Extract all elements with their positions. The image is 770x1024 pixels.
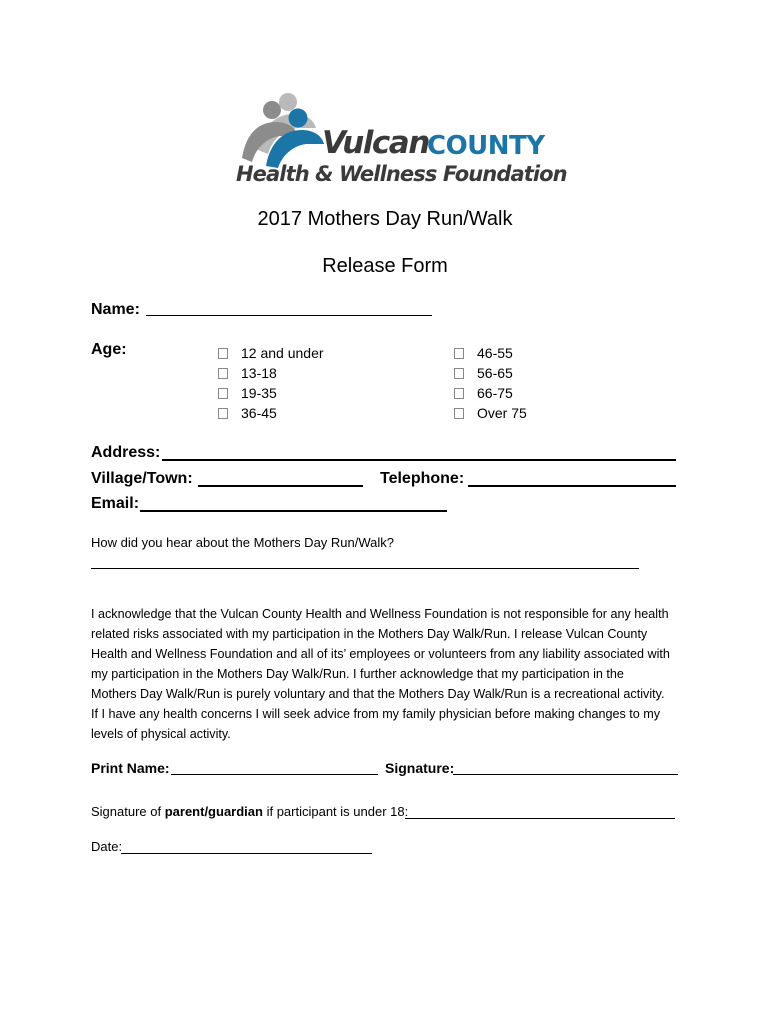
age-option[interactable]: 66-75 [454,386,513,400]
referral-question: How did you hear about the Mothers Day Run/Walk? [91,535,395,550]
guardian-signature-field[interactable] [405,818,675,819]
checkbox[interactable] [218,348,228,359]
paragraph-line: levels of physical activity. [91,727,231,741]
age-option[interactable]: 36-45 [218,406,277,420]
checkbox[interactable] [218,408,228,419]
age-label: Age: [91,341,127,358]
name-label: Name: [91,301,140,318]
signature-label: Signature: [385,760,455,776]
address-field[interactable] [162,459,676,461]
checkbox[interactable] [218,368,228,379]
foundation-logo [236,88,567,192]
paragraph-line: related risks associated with my participation in the Mothers Day Walk/Run. I release Vulcan County [91,627,648,641]
date-field[interactable] [121,853,372,854]
page-subtitle: Release Form [322,255,448,277]
paragraph-line: Mothers Day Walk/Run is purely voluntary and that the Mothers Day Walk/Run is a recreational activity. [91,687,665,701]
name-field[interactable] [146,315,432,316]
age-option[interactable]: 19-35 [218,386,277,400]
acknowledgement-paragraph [91,604,691,744]
checkbox[interactable] [454,408,464,419]
date-label: Date: [91,839,123,854]
age-option[interactable]: Over 75 [454,406,527,420]
telephone-label: Telephone: [380,470,465,487]
email-label: Email: [91,495,140,512]
village-label: Village/Town: [91,470,193,487]
print-name-label: Print Name: [91,760,170,776]
address-label: Address: [91,444,161,461]
logo-tagline: Health & Wellness Foundation [236,162,567,186]
print-name-field[interactable] [171,774,378,775]
signature-field[interactable] [453,774,678,775]
checkbox[interactable] [218,388,228,399]
paragraph-line: my participation in the Mothers Day Walk/Run. I further acknowledge that my participation in the [91,667,624,681]
logo-word-vulcan: Vulcan [322,125,429,161]
village-field[interactable] [198,485,363,487]
checkbox[interactable] [454,388,464,399]
paragraph-line: Health and Wellness Foundation and all of its’ employees or volunteers from any liability associated with [91,647,670,661]
page-title: 2017 Mothers Day Run/Walk [257,208,513,230]
checkbox[interactable] [454,348,464,359]
age-option[interactable]: 12 and under [218,346,324,360]
referral-answer-field[interactable] [91,568,639,569]
age-option[interactable]: 56-65 [454,366,513,380]
paragraph-line: If I have any health concerns I will seek advice from my family physician before making changes to my [91,707,661,721]
guardian-signature-label: Signature of parent/guardian if participant is under 18: [91,804,409,819]
logo-word-county: COUNTY [427,131,545,161]
paragraph-line: I acknowledge that the Vulcan County Health and Wellness Foundation is not responsible for any health [91,607,669,621]
checkbox[interactable] [454,368,464,379]
telephone-field[interactable] [468,485,676,487]
age-option[interactable]: 13-18 [218,366,277,380]
email-field[interactable] [140,510,447,512]
age-option[interactable]: 46-55 [454,346,513,360]
